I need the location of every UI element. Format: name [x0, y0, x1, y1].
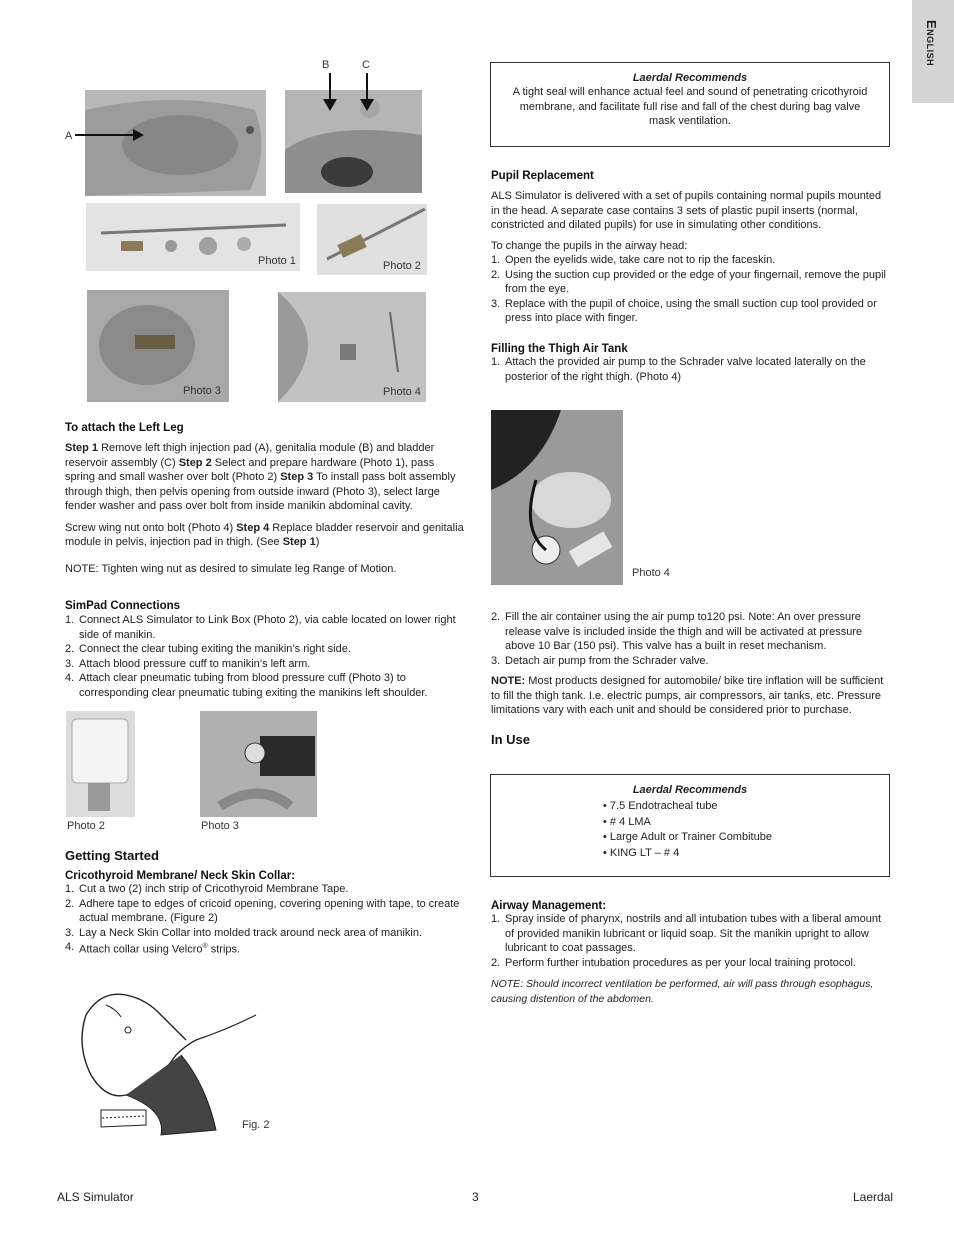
- list-item: 1. Attach the provided air pump to the Schrader valve located laterally on the posterior of the right thigh. (Photo 4): [491, 356, 866, 383]
- footer-page-number: 3: [472, 1190, 479, 1204]
- pupil-list: [491, 253, 891, 326]
- photo-1-label: Photo 1: [258, 255, 296, 267]
- recommend-item: • 7.5 Endotracheal tube: [603, 800, 718, 812]
- simpad-title: SimPad Connections: [65, 600, 181, 612]
- list-item: 2. Perform further intubation procedures as per your local training protocol.: [491, 956, 856, 969]
- airway-note: NOTE: Should incorrect ventilation be performed, air will pass through esophagus, causing distention of the abdomen.: [491, 978, 874, 1005]
- left-leg-note: NOTE: Tighten wing nut as desired to simulate leg Range of Motion.: [65, 562, 397, 575]
- list-item: 4. Attach clear pneumatic tubing from blood pressure cuff (Photo 3) to corresponding clear pneumatic tubing exiting the manikins left shoulder.: [65, 672, 428, 699]
- label-c: C: [362, 59, 370, 71]
- arrow-b: [322, 73, 338, 113]
- fig-2-label: Fig. 2: [242, 1119, 270, 1131]
- laerdal-recommends-box-2: [490, 774, 890, 877]
- photo-4-label: Photo 4: [383, 386, 421, 398]
- pupil-title: Pupil Replacement: [491, 170, 594, 182]
- thigh-list-1: [491, 355, 891, 384]
- list-item: 1. Connect ALS Simulator to Link Box (Photo 2), via cable located on lower right side of manikin.: [65, 614, 456, 641]
- laerdal-recommends-box-1: [490, 62, 890, 147]
- recommend-item: • # 4 LMA: [603, 815, 651, 828]
- footer-brand: Laerdal: [853, 1190, 894, 1204]
- airway-title: Airway Management:: [491, 900, 607, 912]
- in-use-title: In Use: [491, 731, 531, 747]
- photo-4: [278, 292, 426, 402]
- simpad-section: [65, 600, 465, 700]
- list-item: 3. Detach air pump from the Schrader valve.: [491, 654, 709, 667]
- cricothyroid-subtitle: Cricothyroid Membrane/ Neck Skin Collar:: [65, 870, 296, 882]
- genitalia-module-photo: [285, 90, 422, 193]
- thigh-list-2: [491, 610, 891, 668]
- recommend-2-title: Laerdal Recommends: [632, 784, 748, 796]
- photo-1: [86, 203, 300, 271]
- list-item: 1. Cut a two (2) inch strip of Cricothyroid Membrane Tape.: [65, 883, 349, 895]
- neck-collar-figure: [66, 985, 266, 1140]
- air-pump-photo: [491, 410, 623, 585]
- label-a: A: [65, 130, 73, 142]
- thigh-section: [491, 343, 891, 384]
- left-leg-title: To attach the Left Leg: [65, 422, 184, 434]
- list-item: 1. Open the eyelids wide, take care not to rip the faceskin.: [491, 254, 776, 266]
- list-item: 3. Lay a Neck Skin Collar into molded track around neck area of manikin.: [65, 926, 423, 939]
- pupil-howto: To change the pupils in the airway head:: [491, 239, 688, 252]
- left-leg-steps: Step 1 Remove left thigh injection pad (A), genitalia module (B) and bladder reservoir assembly (C) Step 2 Select and prepare hardware (Photo 1), pass spring and small washer over bolt (Photo 2) Step 3 To install pass bolt assembly through thigh, then pelvis opening from outside inward (Photo 3), select large fender washer and pass over bolt from inside manikin abdominal cavity.: [65, 442, 456, 512]
- photo-2-label: Photo 2: [383, 260, 421, 272]
- label-b: B: [322, 59, 330, 71]
- airway-section: [491, 900, 891, 1006]
- thigh-title: Filling the Thigh Air Tank: [491, 343, 628, 355]
- list-item: 2. Using the suction cup provided or the edge of your fingernail, remove the pupil from the eye.: [491, 268, 886, 295]
- list-item: 4. Attach collar using Velcro® strips.: [65, 941, 241, 956]
- getting-started-list: [65, 882, 465, 957]
- getting-started-title: Getting Started: [65, 848, 159, 863]
- thigh-note: NOTE: Most products designed for automobile/ bike tire inflation will be sufficient to fill the thigh tank. I.e. electric pumps, air compressors, air tanks, etc. Pressure limitations vary with each unit and should be considered prior to purchase.: [491, 675, 884, 716]
- thigh-injection-pad-photo: [85, 90, 266, 196]
- recommend-item: • Large Adult or Trainer Combitube: [603, 831, 772, 843]
- recommend-item: • KING LT – # 4: [603, 846, 680, 859]
- right-photo-4-label: Photo 4: [632, 567, 670, 579]
- recommend-1-title: Laerdal Recommends: [632, 72, 748, 84]
- pupil-intro: ALS Simulator is delivered with a set of pupils containing normal pupils mounted in the head. A separate case contains 3 sets of plastic pupil inserts (normal, constricted and dilated pupils) for use in simulating other conditions.: [491, 190, 882, 231]
- photo-3: [87, 290, 229, 402]
- list-item: 2. Connect the clear tubing exiting the manikin’s right side.: [65, 643, 351, 655]
- left-leg-step4: Screw wing nut onto bolt (Photo 4) Step 4 Replace bladder reservoir and genitalia module in pelvis, injection pad in thigh. (See Step 1): [65, 521, 464, 548]
- footer-product: ALS Simulator: [57, 1190, 134, 1204]
- list-item: 3. Replace with the pupil of choice, using the small suction cup tool provided or press into place with finger.: [491, 297, 877, 324]
- thigh-steps-section: [491, 610, 891, 747]
- recommend-1-text: A tight seal will enhance actual feel and sound of penetrating cricothyroid membrane, and facilitate full rise and fall of the chest during bag valve mask ventilation.: [512, 86, 868, 127]
- list-item: 2. Fill the air container using the air pump to120 psi. Note: An over pressure release valve is included inside the thigh and will be activated at pressure above 10 Bar (150 psi). This valve has a built in reset mechanism.: [491, 611, 863, 652]
- getting-started-section: [65, 848, 465, 957]
- list-item: 3. Attach blood pressure cuff to manikin’s left arm.: [65, 657, 311, 670]
- list-item: 2. Adhere tape to edges of cricoid opening, covering opening with tape, to create actual membrane. (Figure 2): [65, 897, 460, 924]
- language-tab: [912, 0, 954, 103]
- simpad-list: [65, 613, 465, 700]
- language-tab-label: English: [924, 20, 939, 67]
- pupil-section: [491, 170, 891, 326]
- arrow-c: [359, 73, 375, 113]
- photo-3-label: Photo 3: [183, 385, 221, 397]
- airway-list: [491, 912, 891, 970]
- list-item: 1. Spray inside of pharynx, nostrils and all intubation tubes with a liberal amount of provided manikin lubricant or liquid soap. Sit the manikin upright to allow lubricant to coat passages.: [491, 913, 882, 954]
- simpad-photo-2-label: Photo 2: [67, 820, 105, 832]
- link-box-photo: [66, 711, 135, 817]
- left-leg-section: [65, 422, 465, 576]
- bp-cuff-photo: [200, 711, 317, 817]
- photo-2: [317, 204, 427, 275]
- arrow-a: [75, 128, 145, 142]
- simpad-photo-3-label: Photo 3: [201, 820, 239, 832]
